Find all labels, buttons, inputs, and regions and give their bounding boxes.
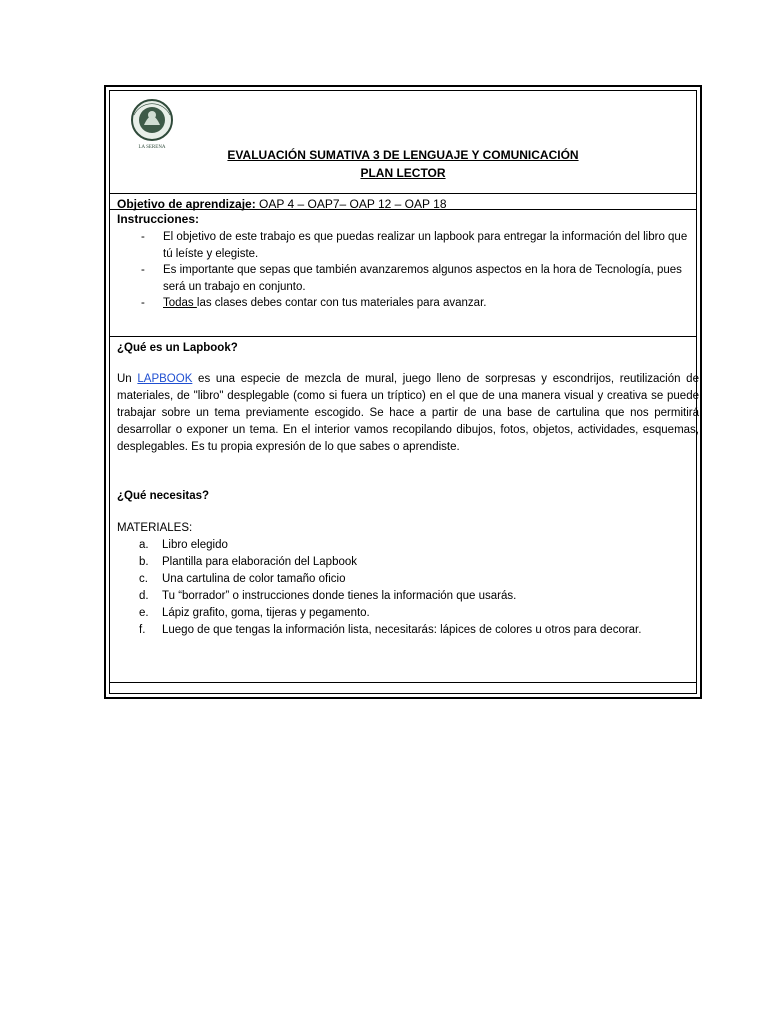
lapbook-intro: Un [117, 373, 138, 385]
instructions-title: Instrucciones: [117, 212, 200, 226]
school-logo [120, 95, 184, 151]
lapbook-description [117, 371, 699, 456]
bullet-dash: - [141, 297, 145, 309]
list-letter: a. [139, 539, 149, 551]
list-item [117, 622, 699, 639]
list-item [117, 571, 699, 588]
instruction-item [117, 295, 692, 312]
lapbook-body: es una especie de mezcla de mural, juego lleno de sorpresas y escondrijos, reutilización de materiales, de "libro" desplegable (como si fuera un tríptico) en el que de una manera visual y creativa se puede trabajar sobre un tema previamente escogido. Se hace a partir de una base de cartulina que nos permitirá desarrollar o exponer un tema. En el interior vamos recopilando dibujos, fotos, objetos, actividades, esquemas, desplegables. Es tu propia expresión de lo que sabes o aprendiste. [117, 373, 699, 453]
objective-label: Objetivo de aprendizaje: [117, 197, 256, 211]
bullet-dash: - [141, 231, 145, 243]
list-letter: f. [139, 624, 146, 636]
lapbook-question: ¿Qué es un Lapbook? [117, 342, 238, 354]
objective-value: OAP 4 – OAP7– OAP 12 – OAP 18 [255, 197, 447, 211]
instruction-underlined-word: Todas [163, 297, 197, 309]
list-item [117, 537, 699, 554]
document-frame [104, 85, 702, 699]
materials-label: MATERIALES: [117, 522, 193, 534]
logo-caption: LA SERENA [138, 145, 166, 150]
list-item-text: Luego de que tengas la información lista, necesitarás: lápices de colores u otros para decorar. [162, 624, 642, 636]
list-letter: b. [139, 556, 149, 568]
divider [110, 336, 696, 337]
list-item [117, 554, 699, 571]
divider [110, 193, 696, 194]
list-item-text: Tu “borrador” o instrucciones donde tienes la información que usarás. [162, 590, 517, 602]
instruction-text: Es importante que sepas que también avanzaremos algunos aspectos en la hora de Tecnología, pues será un trabajo en conjunto. [163, 264, 682, 293]
needs-question: ¿Qué necesitas? [117, 490, 210, 502]
materials-list [117, 537, 699, 639]
list-item-text: Plantilla para elaboración del Lapbook [162, 556, 358, 568]
list-item-text: Lápiz grafito, goma, tijeras y pegamento. [162, 607, 370, 619]
list-item [117, 605, 699, 622]
instruction-item [117, 229, 692, 262]
instructions-list [117, 229, 692, 312]
document-inner-frame [109, 90, 697, 694]
list-item-text: Una cartulina de color tamaño oficio [162, 573, 346, 585]
lapbook-link[interactable]: LAPBOOK [137, 373, 193, 385]
instruction-item [117, 262, 692, 295]
list-item-text: Libro elegido [162, 539, 228, 551]
bullet-dash: - [141, 264, 145, 276]
instruction-text: las clases debes contar con tus materiales para avanzar. [196, 297, 487, 309]
list-item [117, 588, 699, 605]
list-letter: d. [139, 590, 149, 602]
divider [110, 209, 696, 210]
instruction-text: El objetivo de este trabajo es que puedas realizar un lapbook para entregar la información del libro que tú leíste y elegiste. [163, 231, 688, 260]
divider [110, 682, 696, 683]
page-subtitle: PLAN LECTOR [360, 166, 446, 180]
list-letter: c. [139, 573, 148, 585]
list-letter: e. [139, 607, 149, 619]
page-title: EVALUACIÓN SUMATIVA 3 DE LENGUAJE Y COMUNICACIÓN [227, 148, 579, 162]
